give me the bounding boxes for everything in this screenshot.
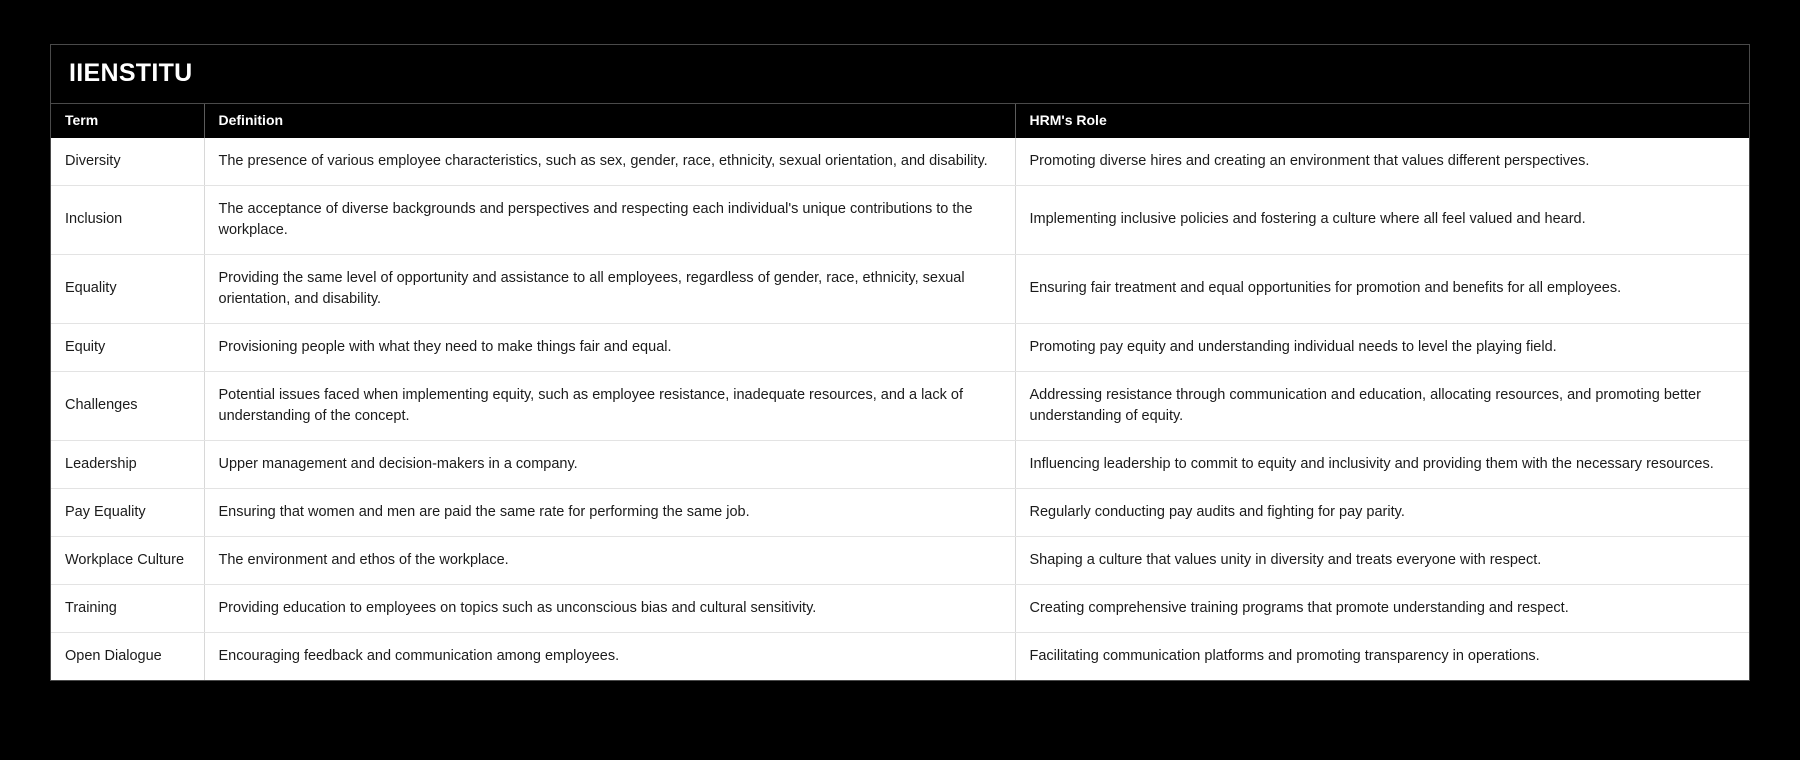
cell-term: Challenges xyxy=(51,371,204,440)
cell-term: Pay Equality xyxy=(51,488,204,536)
cell-hrm-role: Facilitating communication platforms and promoting transparency in operations. xyxy=(1015,632,1749,680)
column-header-definition: Definition xyxy=(204,104,1015,138)
cell-term: Equality xyxy=(51,254,204,323)
brand-bar xyxy=(51,45,1749,104)
table-row xyxy=(51,488,1749,536)
cell-term: Training xyxy=(51,584,204,632)
cell-hrm-role: Addressing resistance through communication and education, allocating resources, and promoting better understanding of equity. xyxy=(1015,371,1749,440)
cell-hrm-role: Ensuring fair treatment and equal opportunities for promotion and benefits for all employees. xyxy=(1015,254,1749,323)
cell-term: Open Dialogue xyxy=(51,632,204,680)
table-row xyxy=(51,440,1749,488)
column-header-hrm-role: HRM's Role xyxy=(1015,104,1749,138)
cell-definition: Potential issues faced when implementing equity, such as employee resistance, inadequate resources, and a lack of understanding of the concept. xyxy=(204,371,1015,440)
cell-term: Diversity xyxy=(51,138,204,186)
table-row xyxy=(51,323,1749,371)
cell-term: Leadership xyxy=(51,440,204,488)
table-row xyxy=(51,371,1749,440)
table-row xyxy=(51,584,1749,632)
table-row xyxy=(51,138,1749,186)
cell-hrm-role: Creating comprehensive training programs that promote understanding and respect. xyxy=(1015,584,1749,632)
cell-definition: Upper management and decision-makers in a company. xyxy=(204,440,1015,488)
cell-definition: Providing the same level of opportunity and assistance to all employees, regardless of gender, race, ethnicity, sexual orientation, and disability. xyxy=(204,254,1015,323)
table-row xyxy=(51,185,1749,254)
cell-definition: The acceptance of diverse backgrounds and perspectives and respecting each individual's unique contributions to the workplace. xyxy=(204,185,1015,254)
brand-title: IIENSTITU xyxy=(69,59,193,87)
cell-definition: Providing education to employees on topics such as unconscious bias and cultural sensitivity. xyxy=(204,584,1015,632)
cell-definition: The presence of various employee characteristics, such as sex, gender, race, ethnicity, sexual orientation, and disability. xyxy=(204,138,1015,186)
table-header xyxy=(51,104,1749,138)
cell-hrm-role: Promoting diverse hires and creating an environment that values different perspectives. xyxy=(1015,138,1749,186)
column-header-term: Term xyxy=(51,104,204,138)
table-row xyxy=(51,254,1749,323)
cell-definition: Ensuring that women and men are paid the same rate for performing the same job. xyxy=(204,488,1015,536)
cell-term: Workplace Culture xyxy=(51,536,204,584)
cell-definition: Encouraging feedback and communication among employees. xyxy=(204,632,1015,680)
cell-term: Equity xyxy=(51,323,204,371)
table-row xyxy=(51,536,1749,584)
terminology-table-card xyxy=(50,44,1750,681)
cell-hrm-role: Promoting pay equity and understanding individual needs to level the playing field. xyxy=(1015,323,1749,371)
cell-hrm-role: Influencing leadership to commit to equity and inclusivity and providing them with the necessary resources. xyxy=(1015,440,1749,488)
cell-hrm-role: Shaping a culture that values unity in diversity and treats everyone with respect. xyxy=(1015,536,1749,584)
cell-definition: The environment and ethos of the workplace. xyxy=(204,536,1015,584)
cell-term: Inclusion xyxy=(51,185,204,254)
table-header-row xyxy=(51,104,1749,138)
cell-definition: Provisioning people with what they need to make things fair and equal. xyxy=(204,323,1015,371)
table-body xyxy=(51,138,1749,680)
table-row xyxy=(51,632,1749,680)
cell-hrm-role: Regularly conducting pay audits and fighting for pay parity. xyxy=(1015,488,1749,536)
terminology-table xyxy=(51,104,1749,680)
cell-hrm-role: Implementing inclusive policies and fostering a culture where all feel valued and heard. xyxy=(1015,185,1749,254)
